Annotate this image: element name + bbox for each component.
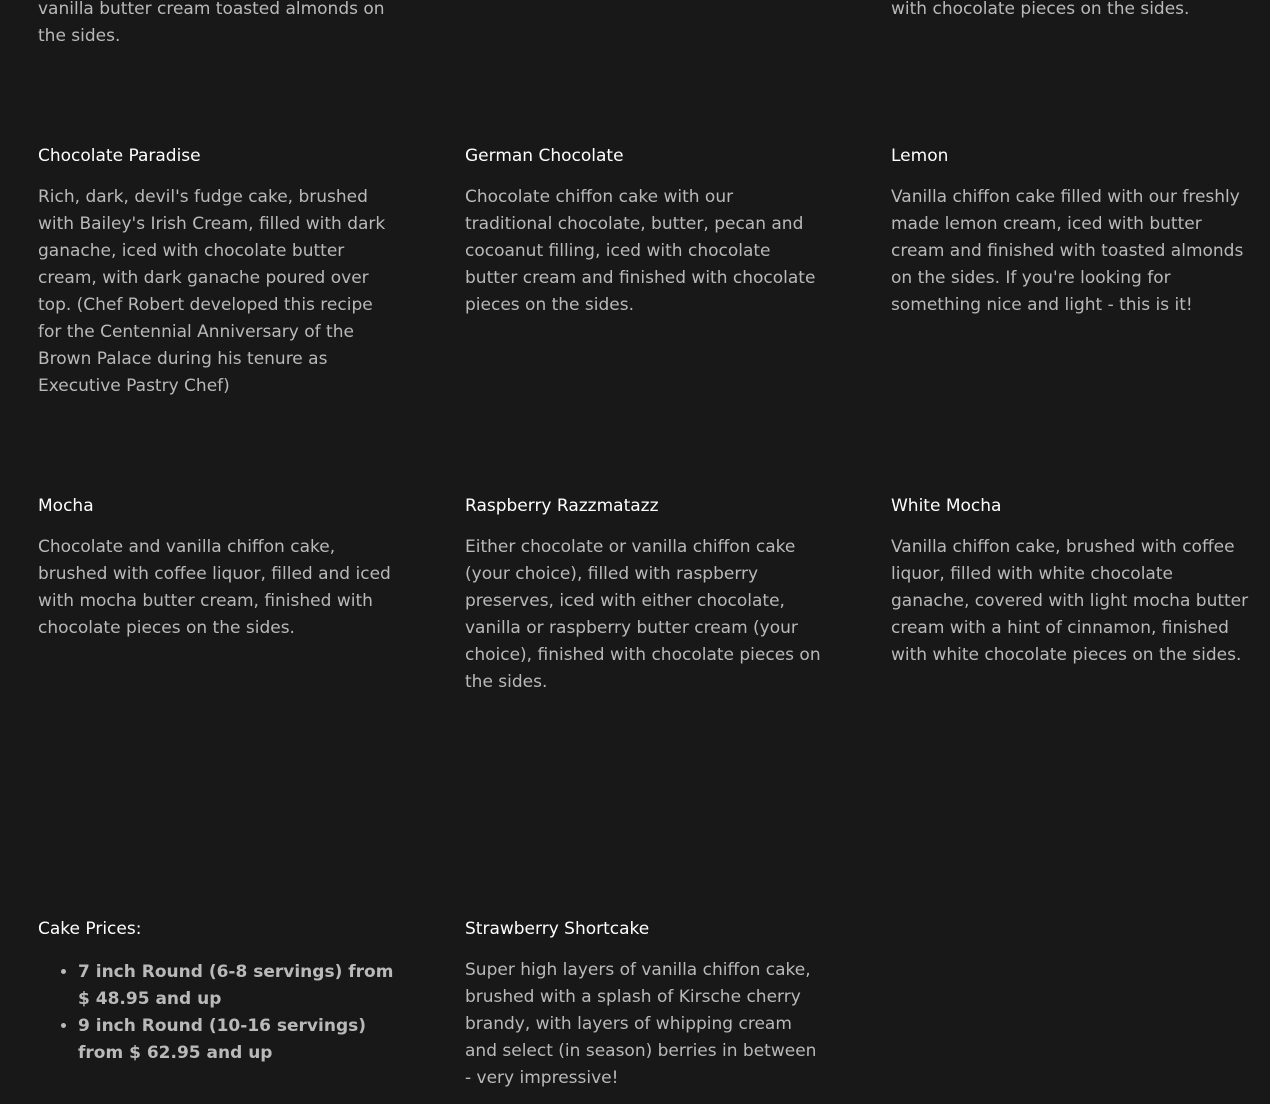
price-item: • 7 inch Round (6-8 servings) from $ 48.95 and up: [78, 959, 398, 1013]
cake-description: Chocolate chiffon cake with our traditional chocolate, butter, pecan and cocoanut filling, iced with chocolate butter cream and finished with chocolate pieces on the sides.: [465, 187, 816, 315]
cake-card-white-mocha: [891, 493, 1253, 669]
cake-title: German Chocolate: [465, 146, 624, 166]
cake-description: Rich, dark, devil's fudge cake, brushed with Bailey's Irish Cream, filled with dark ganache, iced with chocolate butter cream, with dark ganache poured over top. (Chef Robert developed this recipe for the Centennial Anniversary of the Brown Palace during his tenure as Executive Pastry Chef): [38, 187, 386, 396]
cake-title: Chocolate Paradise: [38, 146, 201, 166]
cake-description: Vanilla chiffon cake, brushed with coffee liquor, filled with white chocolate ganache, covered with light mocha butter cream with a hint of cinnamon, finished with white chocolate pieces on the sides.: [891, 537, 1249, 665]
price-item: • 9 inch Round (10-16 servings) from $ 62.95 and up: [78, 1013, 398, 1067]
cake-card-lemon: [891, 143, 1253, 319]
cake-description: vanilla butter cream toasted almonds on the sides.: [38, 0, 385, 46]
cake-title: White Mocha: [891, 496, 1002, 516]
cake-card-chocolate-paradise: [38, 143, 398, 400]
cake-prices-heading: Cake Prices:: [38, 919, 142, 939]
cake-card-german-chocolate: [465, 143, 825, 319]
cake-card-raspberry-razzmatazz: [465, 493, 825, 696]
price-list: [38, 959, 398, 1067]
cake-title: Raspberry Razzmatazz: [465, 496, 659, 516]
cake-card-strawberry-shortcake: [465, 916, 825, 1092]
cake-description: with chocolate pieces on the sides.: [891, 0, 1190, 19]
cake-title: Mocha: [38, 496, 94, 516]
cake-title: Lemon: [891, 146, 949, 166]
top-fragment-left: [38, 0, 398, 50]
cake-description: Super high layers of vanilla chiffon cake, brushed with a splash of Kirsche cherry brandy, with layers of whipping cream and select (in season) berries in between - very impressive!: [465, 960, 817, 1088]
top-fragment-right: [891, 0, 1251, 23]
cake-title: Strawberry Shortcake: [465, 919, 650, 939]
cake-card-mocha: [38, 493, 398, 642]
cake-description: Chocolate and vanilla chiffon cake, brushed with coffee liquor, filled and iced with mocha butter cream, finished with chocolate pieces on the sides.: [38, 537, 391, 638]
cake-description: Vanilla chiffon cake filled with our freshly made lemon cream, iced with butter cream and finished with toasted almonds on the sides. If you're looking for something nice and light - this is it!: [891, 187, 1244, 315]
cake-prices-section: [38, 916, 398, 1067]
cake-description: Either chocolate or vanilla chiffon cake (your choice), filled with raspberry preserves, iced with either chocolate, vanilla or raspberry butter cream (your choice), finished with chocolate pieces on the sides.: [465, 537, 821, 692]
